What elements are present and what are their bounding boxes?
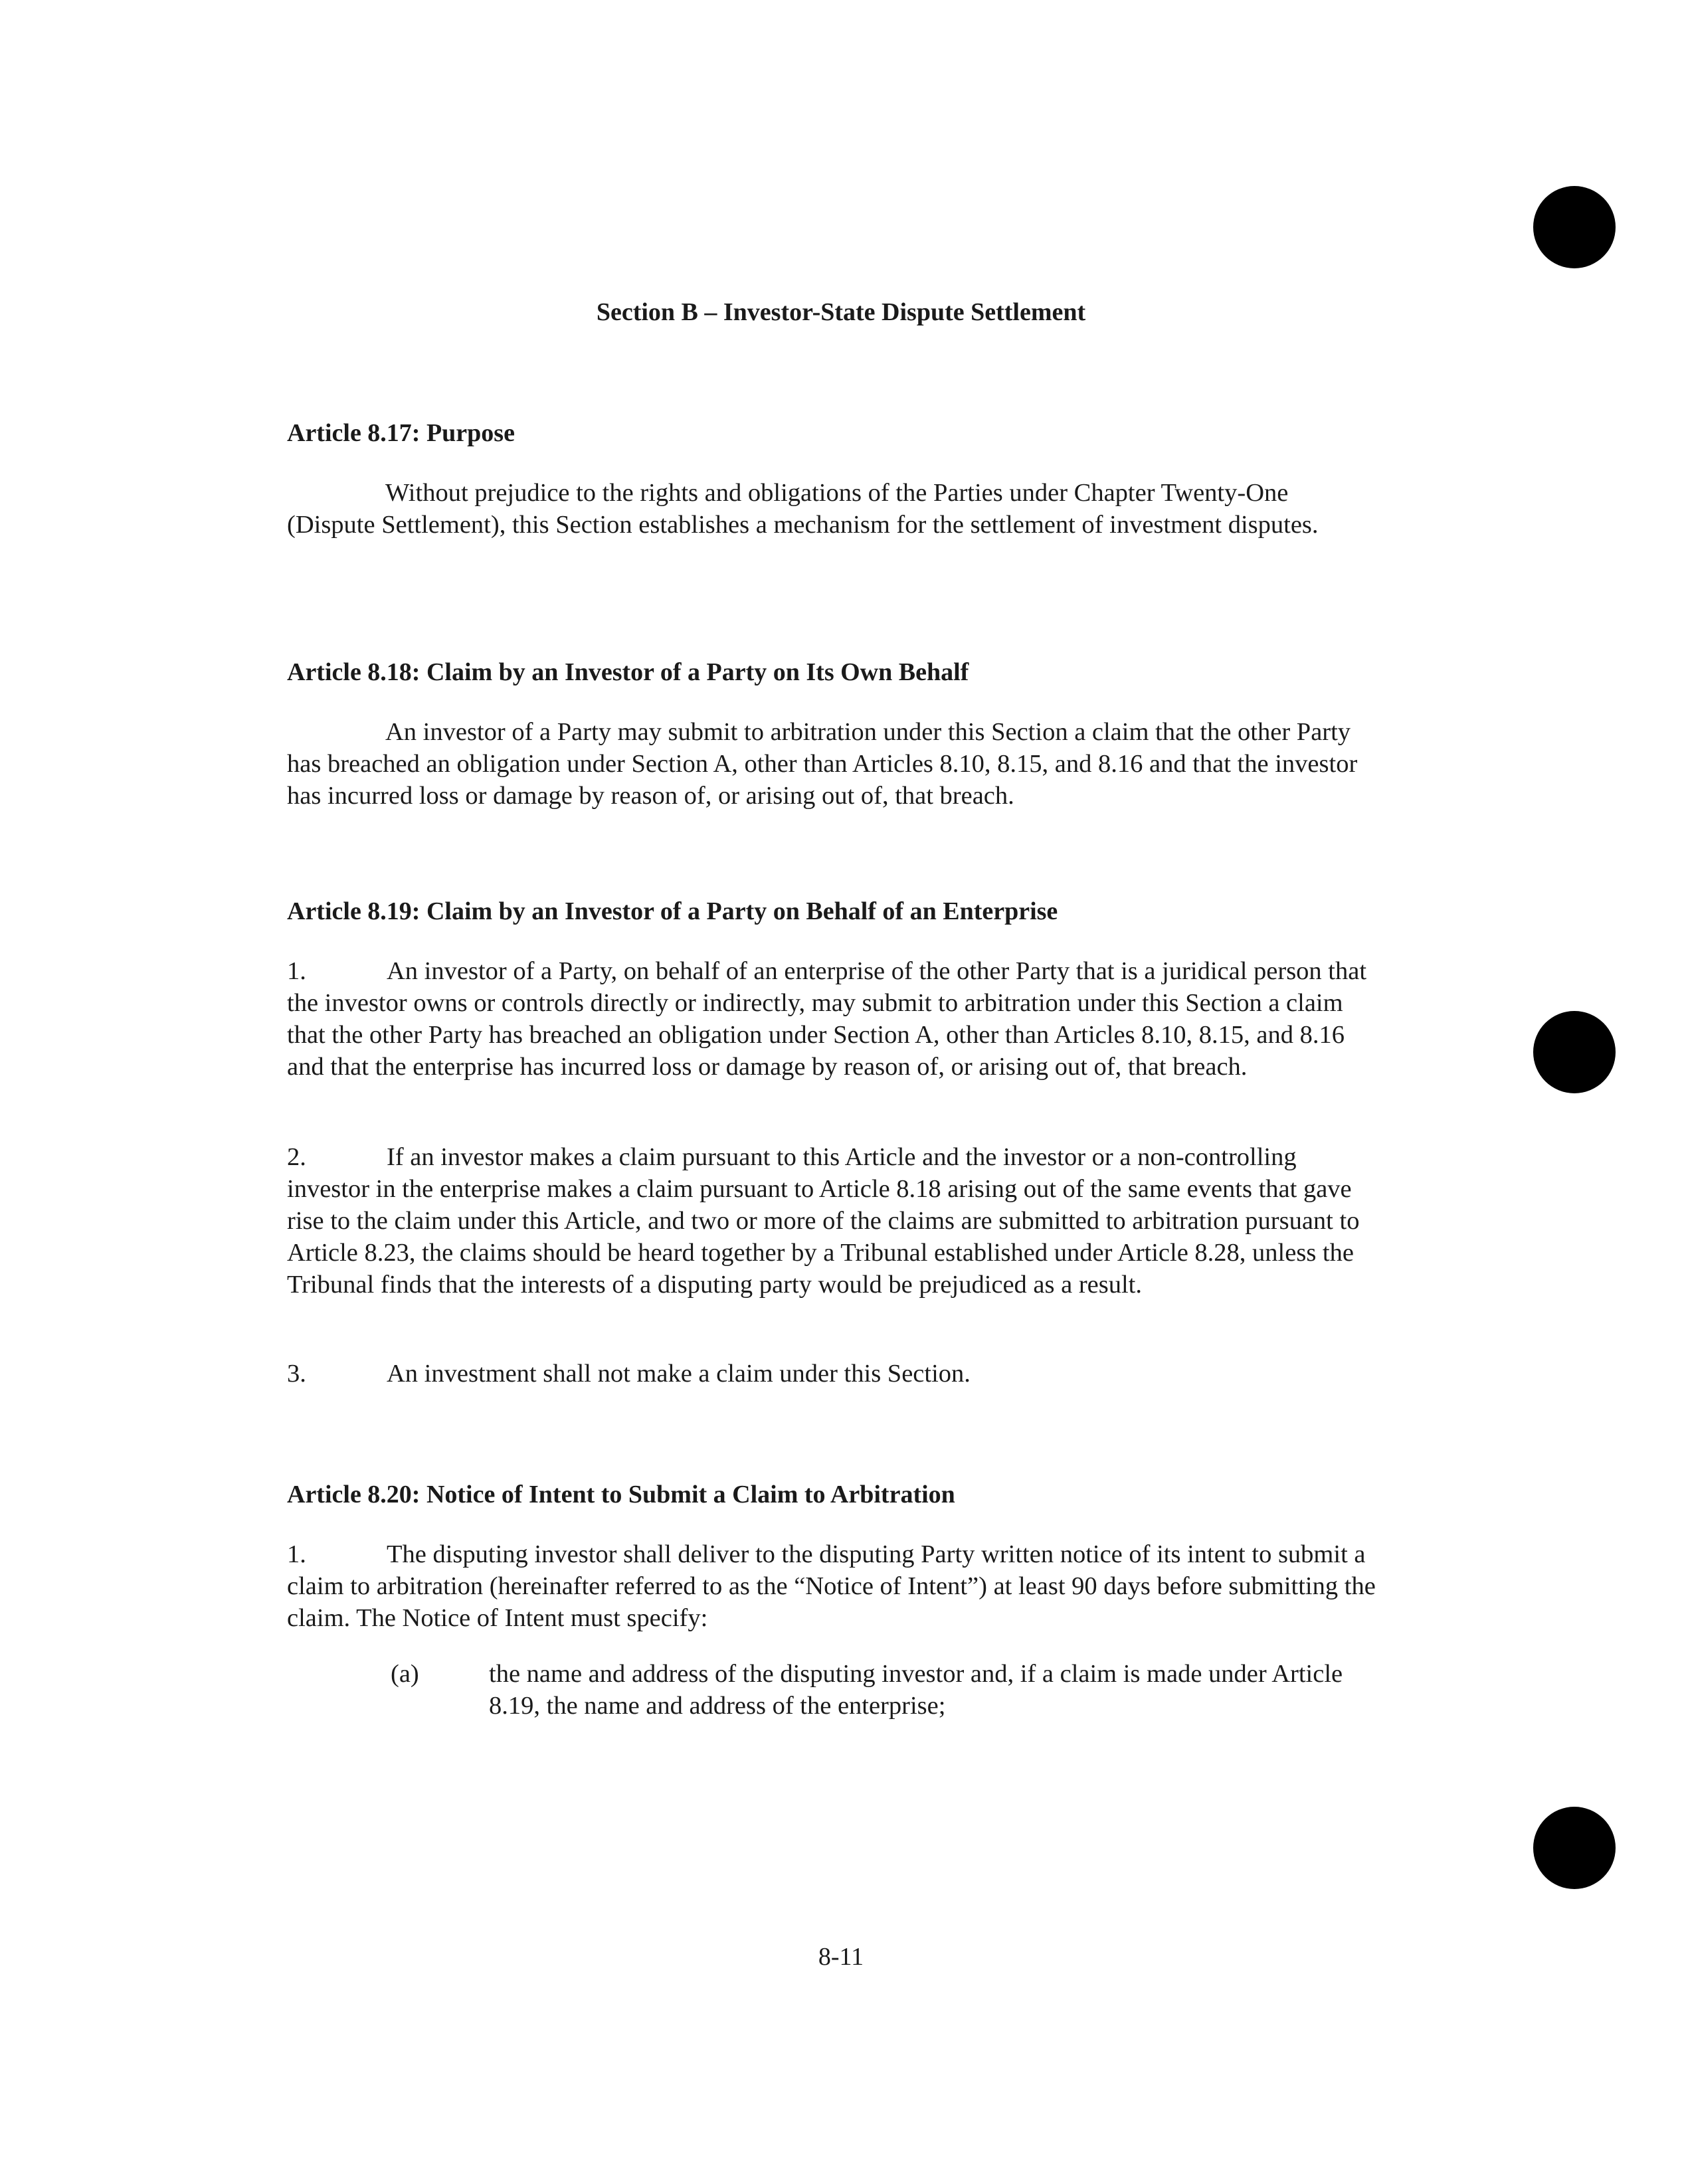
- article-8-19-heading: Article 8.19: Claim by an Investor of a Party on Behalf of an Enterprise: [287, 897, 1058, 925]
- article-8-17-text: Without prejudice to the rights and obligations of the Parties under Chapter Twenty-One (Dispute Settlement), this Section establishes a mechanism for the settlement of investment disputes.: [287, 479, 1319, 539]
- page-number: 8-11: [818, 1943, 864, 1971]
- punch-hole-middle: [1533, 1011, 1616, 1093]
- article-8-18-heading: Article 8.18: Claim by an Investor of a Party on Its Own Behalf: [287, 658, 969, 686]
- article-8-17-heading: Article 8.17: Purpose: [287, 419, 515, 447]
- punch-hole-top: [1533, 186, 1616, 268]
- subparagraph-text: the name and address of the disputing investor and, if a claim is made under Article 8.19, the name and address of the enterprise;: [489, 1660, 1343, 1720]
- article-8-19-paragraph-3: 3. An investment shall not make a claim under this Section.: [287, 1358, 1376, 1390]
- article-8-20-paragraph-1: 1. The disputing investor shall deliver to the disputing Party written notice of its intent to submit a claim to arbitration (hereinafter referred to as the “Notice of Intent”) at least 90 days before submitting the claim. The Notice of Intent must specify:: [287, 1538, 1376, 1634]
- paragraph-number: 3.: [287, 1360, 306, 1388]
- paragraph-number: 1.: [287, 957, 306, 985]
- paragraph-number: 1.: [287, 1540, 306, 1568]
- paragraph-number: 2.: [287, 1143, 306, 1171]
- subparagraph-label: (a): [391, 1660, 419, 1688]
- punch-hole-bottom: [1533, 1807, 1616, 1889]
- article-8-19-paragraph-1: 1. An investor of a Party, on behalf of an enterprise of the other Party that is a juridical person that the investor owns or controls directly or indirectly, may submit to arbitration under this Section a claim that the other Party has breached an obligation under Section A, other than Articles 8.10, 8.15, and 8.16 and that the enterprise has incurred loss or damage by reason of, or arising out of, that breach.: [287, 955, 1376, 1083]
- article-8-18-text: An investor of a Party may submit to arbitration under this Section a claim that the other Party has breached an obligation under Section A, other than Articles 8.10, 8.15, and 8.16 and that the investor has incurred loss or damage by reason of, or arising out of, that breach.: [287, 718, 1358, 810]
- article-8-19-paragraph-2: 2. If an investor makes a claim pursuant to this Article and the investor or a non-controlling investor in the enterprise makes a claim pursuant to Article 8.18 arising out of the same events that gave rise to the claim under this Article, and two or more of the claims are submitted to arbitration pursuant to Article 8.23, the claims should be heard together by a Tribunal established under Article 8.28, unless the Tribunal finds that the interests of a disputing party would be prejudiced as a result.: [287, 1141, 1376, 1301]
- section-title: Section B – Investor-State Dispute Settlement: [596, 298, 1086, 326]
- article-8-20-heading: Article 8.20: Notice of Intent to Submit a Claim to Arbitration: [287, 1481, 955, 1508]
